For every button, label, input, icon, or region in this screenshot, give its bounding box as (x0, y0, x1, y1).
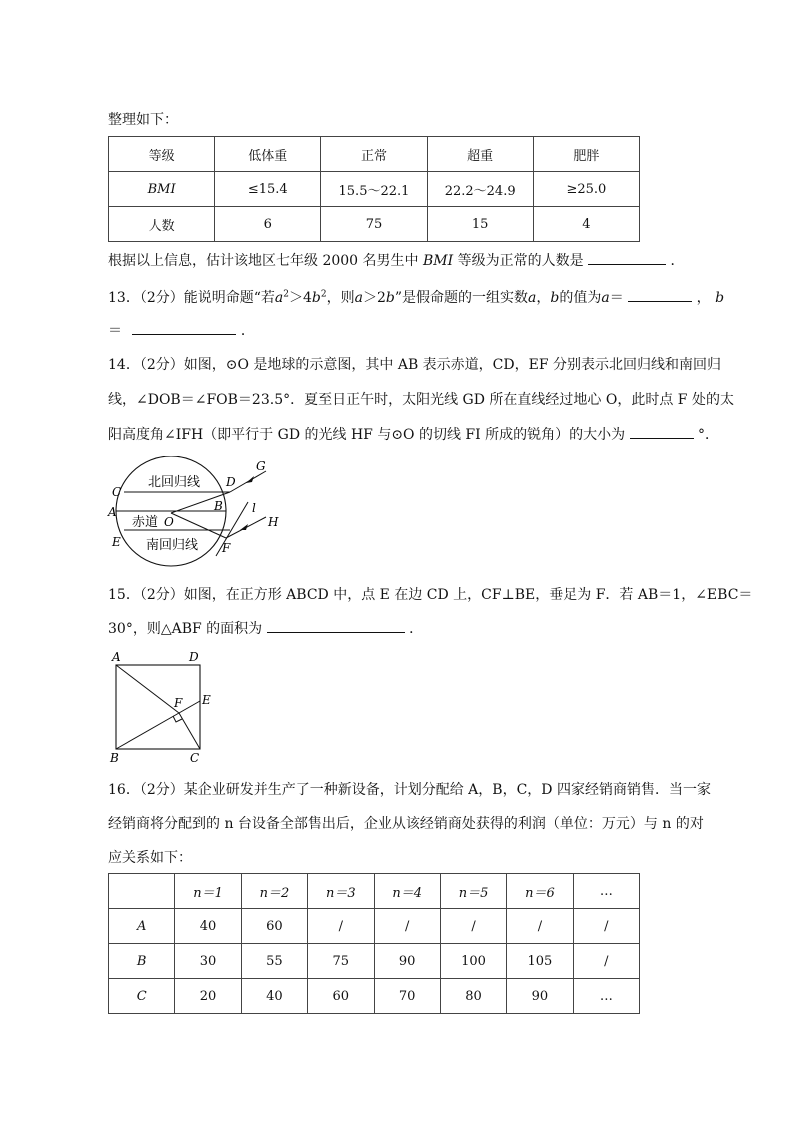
q14-text: 阳高度角∠IFH（即平行于 GD 的光线 HF 与⊙O 的切线 FI 所成的锐角）的大小为 (108, 427, 626, 443)
q13-text: 13．（2分）能说明命题“若 (108, 290, 275, 306)
table-cell: 60 (241, 909, 307, 944)
table-cell: 15 (427, 207, 533, 242)
table-cell: / (374, 909, 440, 944)
table-row (109, 909, 640, 944)
q13-var: b (311, 290, 321, 306)
table-cell: / (507, 909, 573, 944)
table-cell: 40 (175, 909, 241, 944)
q13-var: a (274, 290, 284, 306)
answer-blank[interactable] (588, 250, 666, 265)
q13-text: ”是假命题的一组实数 (394, 290, 529, 306)
q13-text: ． (240, 323, 255, 339)
table-cell: 6 (215, 207, 321, 242)
q15-text: 30°，则△ABF 的面积为 (108, 621, 263, 637)
answer-blank[interactable] (630, 424, 694, 439)
table-cell: 60 (308, 979, 374, 1014)
point-a-label: A (108, 505, 117, 519)
q13-text: ＞2 (362, 290, 386, 306)
question-14-line1: 14．（2分）如图，⊙O 是地球的示意图，其中 AB 表示赤道，CD，EF 分别表示北回归线和南回归 (108, 357, 721, 373)
table-cell: 80 (440, 979, 506, 1014)
table-cell: C (109, 979, 175, 1014)
table-cell: 105 (507, 944, 573, 979)
table-cell: 15.5～22.1 (321, 172, 427, 207)
table-header-cell: n＝3 (308, 874, 374, 909)
table-cell: ≤15.4 (215, 172, 321, 207)
table-cell: 90 (374, 944, 440, 979)
point-d-label: D (226, 475, 236, 489)
q15-text: ． (409, 621, 424, 637)
q13-text: ＝ (108, 323, 122, 339)
line-l-label: l (252, 501, 256, 515)
south-tropic-label: 南回归线 (146, 538, 199, 553)
table-header-cell: … (573, 874, 639, 909)
table-header-cell: n＝4 (374, 874, 440, 909)
q12-text: 根据以上信息，估计该地区七年级 2000 名男生中 (108, 253, 419, 269)
q13-var: a (354, 290, 363, 306)
question-16-line3: 应关系如下： (108, 850, 192, 866)
table-header-cell: 正常 (321, 137, 427, 172)
square-diagram (106, 648, 218, 766)
table-cell: / (573, 909, 639, 944)
table-header-cell: n＝1 (175, 874, 241, 909)
q13-var: b (385, 290, 395, 306)
earth-diagram (106, 456, 292, 568)
question-13 (108, 287, 724, 308)
table-header-cell (109, 874, 175, 909)
table-cell: 75 (308, 944, 374, 979)
intro-text: 整理如下： (108, 112, 178, 128)
q13-exp: 2 (320, 289, 327, 300)
q13-exp: 2 (283, 289, 289, 300)
square-abcd (116, 665, 200, 749)
table-cell: 55 (241, 944, 307, 979)
q13-text: ， (536, 290, 551, 306)
table-cell: A (109, 909, 175, 944)
segment-be (116, 701, 200, 749)
segment-af (116, 665, 179, 713)
segment-cf (179, 713, 200, 749)
question-12-conclusion (108, 250, 685, 271)
question-16-line2: 经销商将分配到的 n 台设备全部售出后，企业从该经销商处获得的利润（单位：万元）与 n 的对 (108, 816, 704, 832)
table-row (109, 979, 640, 1014)
table-cell: / (440, 909, 506, 944)
q13-var: b (715, 290, 725, 306)
table-cell: / (573, 944, 639, 979)
q13-text: ，则 (326, 290, 355, 306)
q12-bmi: BMI (422, 253, 454, 269)
table-cell: 4 (533, 207, 639, 242)
table-header-cell: 等级 (109, 137, 215, 172)
q13-var: b (550, 290, 560, 306)
bmi-table (108, 136, 640, 242)
answer-blank-b[interactable] (132, 320, 236, 335)
question-15-line2 (108, 618, 423, 639)
point-b-label: B (214, 499, 223, 513)
point-g-label: G (256, 459, 266, 473)
arrow-h-icon (240, 524, 248, 530)
question-16-line1: 16．（2分）某企业研发并生产了一种新设备，计划分配给 A，B，C，D 四家经销商销售．当一家 (108, 782, 711, 798)
question-14-line3 (108, 424, 719, 445)
q13-text: ， (696, 290, 711, 306)
table-cell: 75 (321, 207, 427, 242)
point-d-label: D (189, 650, 199, 664)
point-h-label: H (268, 515, 279, 529)
right-angle-mark (173, 716, 182, 722)
table-row (109, 944, 640, 979)
question-15-line1: 15．（2分）如图，在正方形 ABCD 中，点 E 在边 CD 上，CF⊥BE，垂足为 F．若 AB＝1，∠EBC＝ (108, 587, 753, 603)
point-c-label: C (190, 751, 200, 765)
q13-text: ＞4 (288, 290, 312, 306)
equator-label: 赤道 (132, 515, 159, 530)
question-14-line2: 线，∠DOB＝∠FOB＝23.5°．夏至日正午时，太阳光线 GD 所在直线经过地心 O，此时点 F 处的太 (108, 392, 734, 408)
table-cell: 100 (440, 944, 506, 979)
table-cell: … (573, 979, 639, 1014)
point-a-label: A (112, 650, 121, 664)
point-f-label: F (222, 541, 231, 555)
table-cell: 70 (374, 979, 440, 1014)
point-f-label: F (174, 696, 183, 710)
table-cell: 20 (175, 979, 241, 1014)
q13-var: a (528, 290, 537, 306)
point-b-label: B (110, 751, 119, 765)
table-cell: BMI (109, 172, 215, 207)
table-cell: 人数 (109, 207, 215, 242)
table-header-cell: n＝2 (241, 874, 307, 909)
profit-table (108, 873, 640, 1014)
table-cell: 22.2～24.9 (427, 172, 533, 207)
table-header-cell: n＝6 (507, 874, 573, 909)
point-o-label: O (164, 515, 174, 529)
table-header-cell: n＝5 (440, 874, 506, 909)
q13-text: ＝ (609, 290, 624, 306)
table-cell: B (109, 944, 175, 979)
q13-text: 的值为 (559, 290, 602, 306)
q14-text: °． (698, 427, 720, 443)
answer-blank-a[interactable] (628, 287, 692, 302)
table-header-cell: 超重 (427, 137, 533, 172)
segment-of (171, 513, 226, 538)
table-cell: 40 (241, 979, 307, 1014)
q13-var: a (601, 290, 610, 306)
answer-blank[interactable] (267, 618, 405, 633)
table-header-cell: 低体重 (215, 137, 321, 172)
arrow-g-icon (246, 476, 254, 483)
question-13-line2 (108, 320, 255, 341)
q12-end: ． (670, 253, 685, 269)
table-cell: / (308, 909, 374, 944)
table-cell: 30 (175, 944, 241, 979)
q12-text: 等级为正常的人数是 (457, 253, 584, 269)
point-c-label: C (112, 485, 122, 499)
north-tropic-label: 北回归线 (148, 475, 201, 490)
point-e-label: E (202, 693, 211, 707)
table-cell: ≥25.0 (533, 172, 639, 207)
table-header-cell: 肥胖 (533, 137, 639, 172)
table-cell: 90 (507, 979, 573, 1014)
point-e-label: E (112, 535, 121, 549)
